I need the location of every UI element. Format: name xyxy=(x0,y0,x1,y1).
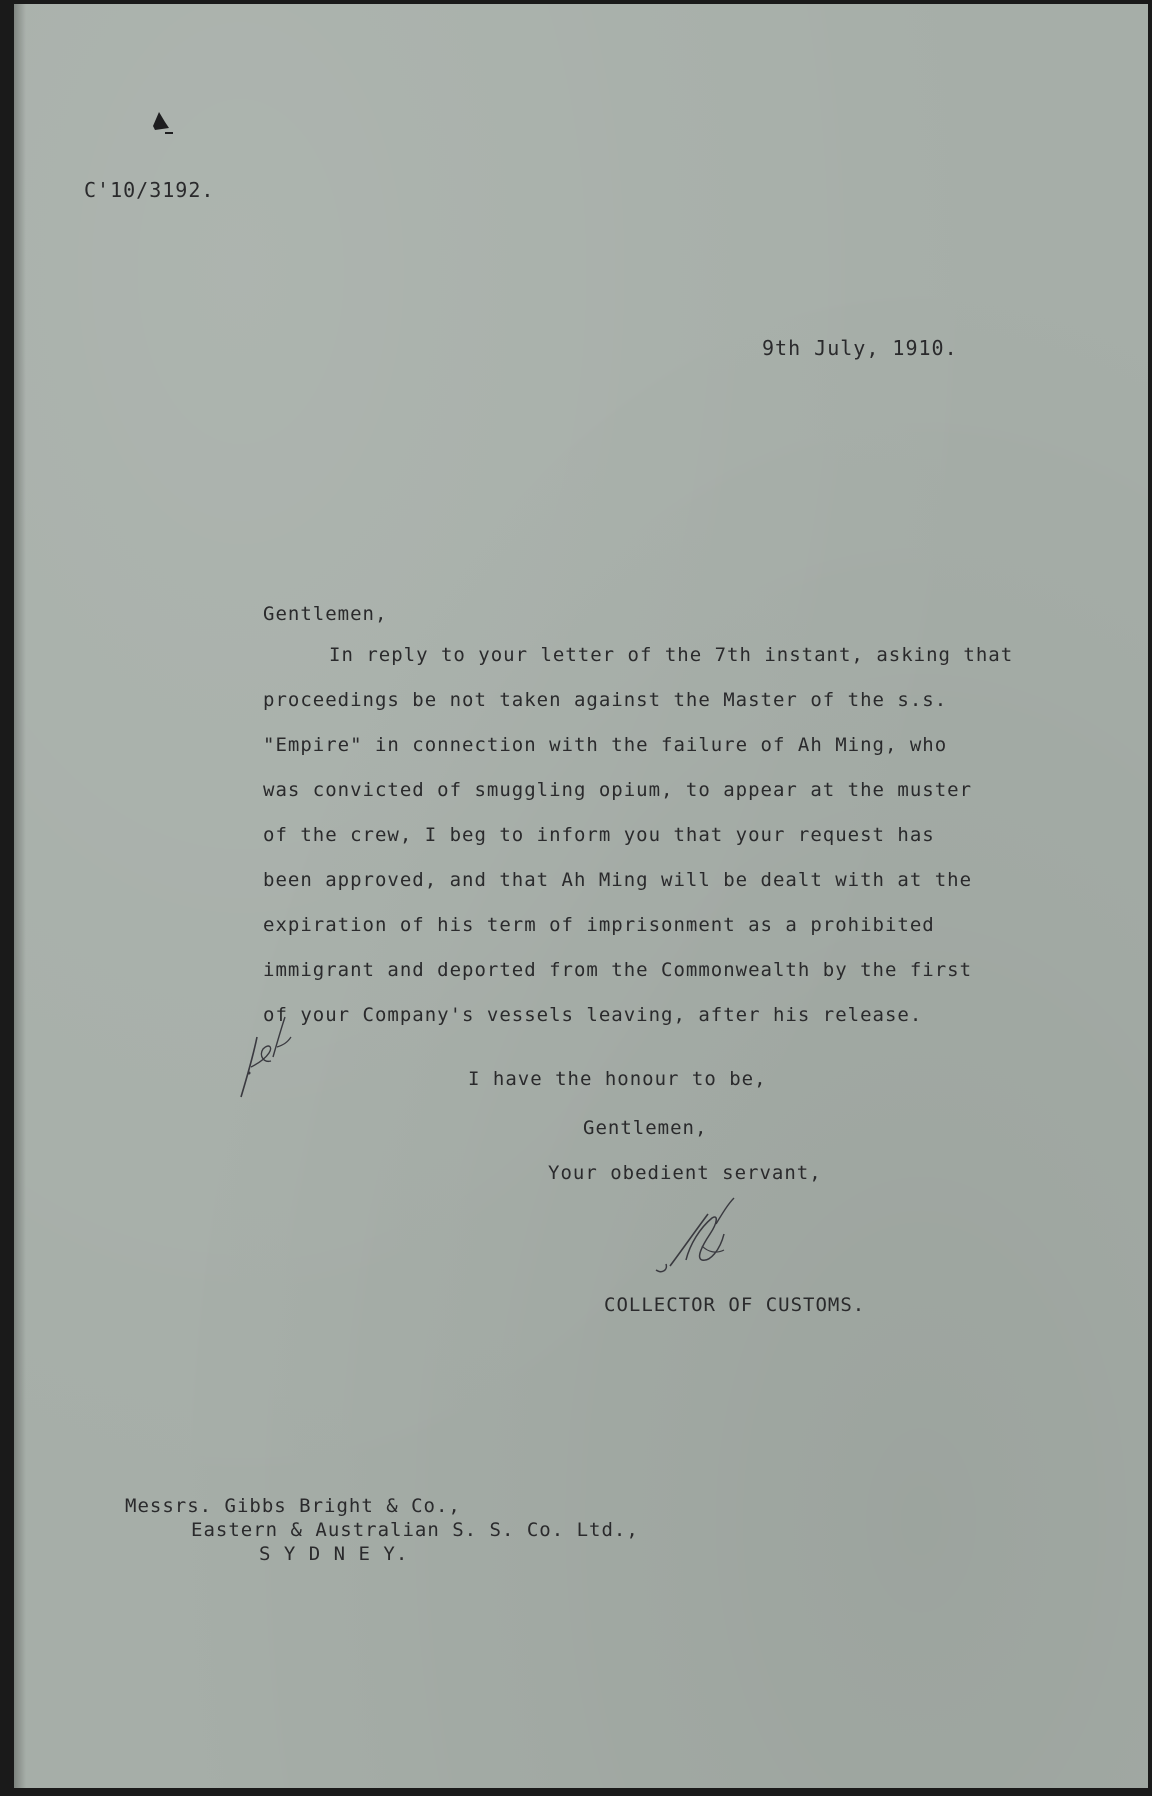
letter-page xyxy=(14,4,1148,1788)
address-line: Eastern & Australian S. S. Co. Ltd., xyxy=(191,1519,639,1541)
handwritten-initials xyxy=(229,1007,299,1103)
ink-mark-icon xyxy=(147,108,177,138)
body-line: immigrant and deported from the Commonwealth by the first xyxy=(263,959,973,981)
body-line: expiration of his term of imprisonment as a prohibited xyxy=(263,914,935,936)
signatory-title: COLLECTOR OF CUSTOMS. xyxy=(604,1294,866,1316)
recipient-address xyxy=(125,1494,639,1566)
body-line: In reply to your letter of the 7th instant, asking that xyxy=(329,644,1014,666)
body-line: proceedings be not taken against the Master of the s.s. xyxy=(263,689,948,711)
letter-date: 9th July, 1910. xyxy=(762,336,958,360)
body-line: been approved, and that Ah Ming will be dealt with at the xyxy=(263,869,973,891)
page-edge-shadow xyxy=(14,4,26,1788)
body-line: was convicted of smuggling opium, to appear at the muster xyxy=(263,779,973,801)
body-line: of your Company's vessels leaving, after his release. xyxy=(263,1004,923,1026)
handwritten-signature xyxy=(646,1194,766,1284)
reference-number: C'10/3192. xyxy=(84,178,215,202)
closing-line: Your obedient servant, xyxy=(548,1162,822,1184)
address-line: S Y D N E Y. xyxy=(259,1543,409,1565)
closing-line: I have the honour to be, xyxy=(468,1068,767,1090)
body-line: "Empire" in connection with the failure of Ah Ming, who xyxy=(263,734,948,756)
closing-line: Gentlemen, xyxy=(583,1117,708,1139)
letter-body xyxy=(263,644,1113,1049)
salutation: Gentlemen, xyxy=(263,603,388,625)
address-line: Messrs. Gibbs Bright & Co., xyxy=(125,1495,461,1517)
body-line: of the crew, I beg to inform you that your request has xyxy=(263,824,935,846)
